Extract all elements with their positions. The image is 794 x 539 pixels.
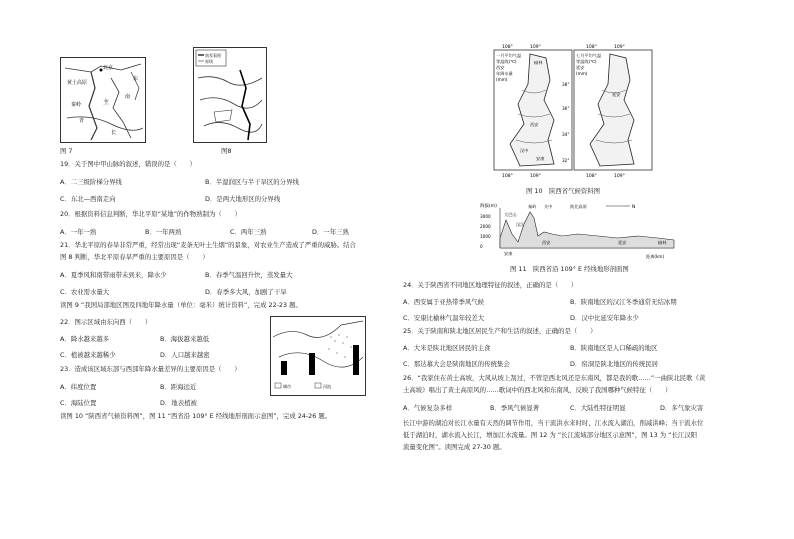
q21-option-a[interactable]: A．夏季风和南带雨带未到来，降水少 [60,271,167,279]
fig10-lon-bottom-2: 109° [530,174,541,179]
q25-option-b[interactable]: B．陕南地区是人口稀疏的地区 [570,344,658,352]
figure-8-map [193,47,267,143]
q23-option-c[interactable]: C．海陆位置 [60,399,97,407]
figure-8-drawing [194,48,266,142]
fig11-label-qinling: 秦岭 [528,204,537,209]
fig10-lon-bottom-3: 108° [586,174,597,179]
fig10-lat-2: 36° [562,106,570,111]
question-22-stem: 22．图示区域由东向西（ ） [60,318,152,326]
intro-fig10: 读图 10 “陕西省气候资料图”，图 11 “西省沿 109° E 经线地形剖面示意图”，完成 24-26 题。 [60,412,332,420]
fig11-label-ankang: 安康 [504,251,513,256]
fig11-ytick-1: 3000 [480,214,491,219]
q19-option-c[interactable]: C．东北—西南走向 [60,195,116,203]
q23-option-d[interactable]: D．地表植被 [160,399,197,407]
fig11-ytick-3: 1000 [480,234,491,239]
q22-option-a[interactable]: A．降水越来越多 [60,335,110,343]
fig10-place-xian: 西安 [530,122,539,127]
fig7-label-2: 主 [103,99,110,106]
fig10-legend-left-2: 等温线(℃) [496,59,517,64]
fig8-legend-1: 南零看图 [205,53,221,58]
q22-option-c[interactable]: C．植被越来越稀少 [60,351,116,359]
q19-option-a[interactable]: A．二三级阶梯分界线 [60,178,122,186]
figure-9-map [270,316,366,396]
fig11-ytick-2: 2000 [480,224,491,229]
fig10-lon-top-4: 109° [614,45,625,50]
fig10-lat-3: 34° [562,132,570,137]
fig10-legend-left-3: 西安 [496,65,505,70]
fig7-region-label: 黄土高原 [67,80,88,86]
q25-option-a[interactable]: A．大米是陕北地区居民的主食 [403,344,491,352]
question-19-stem: 19．关于图中甲山脉的叙述，错误的是（ ） [60,160,196,168]
q26-option-c[interactable]: C．大陆性特征明显 [570,404,626,412]
fig11-label-dabashan: 大巴山 [504,212,517,217]
figure-10-maps [490,40,660,180]
q20-option-b[interactable]: B．一年两熟 [145,228,182,236]
q19-option-b[interactable]: B．半湿润区与半干旱区的分界线 [205,178,299,186]
fig9-legend-1: 城市 [283,384,291,389]
q22-option-b[interactable]: B．海拔越来越低 [160,335,210,343]
fig10-lon-top-1: 108° [502,45,513,50]
fig11-label-yanan: 延安 [618,240,627,245]
fig7-label-5: 长 [111,130,117,136]
fig10-place-yanan: 延安 [612,92,621,97]
question-26-stem-line1: 26．“我家住在黄土高坡，大风从坡上刮过，不管是西北风还是东南风，都是我的歌……”一曲陕北民歌《黄 [403,374,706,382]
fig10-legend-right-2: 等温线(℃) [576,59,597,64]
q21-option-b[interactable]: B．春季气温回升快，蒸发量大 [205,271,293,279]
fig11-label-hanjiang: 汉江 [516,222,525,227]
fig11-ylabel: 海拔(m) [480,204,497,209]
figure-11-drawing [478,198,678,260]
intro-fig9: 读图 9 “我国局部地区图及四地年降水量（单位：毫米）统计资料”，完成 22-23 题。 [60,301,302,309]
fig11-ytick-4: 0 [480,244,483,249]
q25-option-c[interactable]: C．那达慕大会是陕南地区的传统集会 [403,360,510,368]
question-24-stem: 24．关于陕西省不同地区地理特征的叙述，正确的是（ ） [403,281,578,289]
q26-option-b[interactable]: B．季风气候显著 [490,404,540,412]
fig11-label-yulin: 榆林 [658,240,667,245]
question-21-stem-line2: 图 8 判断，华北平原春旱严重的主要原因是（ ） [60,253,209,261]
figure-7-drawing [61,58,145,142]
figure-9-drawing [271,317,365,395]
q24-option-a[interactable]: A．西安属于亚热带季风气候 [403,298,485,306]
question-25-stem: 25．关于陕南和陕北地区居民生产和生活的叙述，正确的是（ ） [403,327,597,335]
q20-option-c[interactable]: C．两年三熟 [230,228,267,236]
figure-10-caption: 图 10 陕西省气候资料图 [526,187,601,195]
fig11-xlabel: 距离(km) [646,254,665,259]
q26-option-a[interactable]: A．气候复杂多样 [403,404,453,412]
q25-option-d[interactable]: D．窑洞是陕北地区的传统民居 [570,360,658,368]
fig8-legend-2: 界线 [205,59,213,64]
q26-option-d[interactable]: D．多气象灾害 [660,404,704,412]
fig10-legend-right-4: (mm) [576,71,588,76]
q19-option-d[interactable]: D．是两大地形区的分界线 [205,195,281,203]
fig10-legend-right-3: 延安 [576,65,585,70]
fig10-place-yulin: 榆林 [534,60,543,65]
question-23-stem: 23．造成该区域东部与西部年降水量差异的主要原因是（ ） [60,365,241,373]
q24-option-c[interactable]: C．安康比榆林气温年较差大 [403,314,485,322]
fig10-legend-left-5: (mm) [496,77,508,82]
intro-27-line3: 流量变化图”。读图完成 27-30 题。 [403,443,506,451]
fig10-lon-top-3: 108° [586,45,597,50]
fig11-label-shanbei: 陕北高原 [570,204,587,209]
q24-option-d[interactable]: D．汉中比延安年降水少 [570,314,639,322]
question-20-stem: 20．根据资料信息判断，华北平原“某地”的作物熟制为（ ） [60,210,241,218]
q21-option-d[interactable]: D．春季多大风，加剧了干旱 [205,288,287,296]
fig7-sea-label: 东 [133,76,139,82]
figure-11-caption: 图 11 陕西省沿 109° E 经线地形剖面图 [510,265,629,273]
q23-option-a[interactable]: A．纬度位置 [60,383,97,391]
fig7-city-label: 北京 [103,65,114,71]
fig11-label-guanzhong: 关中 [544,204,553,209]
q20-option-a[interactable]: A．一年一熟 [60,228,97,236]
fig11-label-xian: 西安 [542,240,551,245]
fig10-lon-bottom-4: 109° [614,174,625,179]
figure-7-caption: 图 7 [60,147,73,155]
q22-option-d[interactable]: D．人口越来越密 [160,351,210,359]
fig10-lon-top-2: 109° [530,45,541,50]
fig7-label-3: 青 [79,118,85,124]
q23-option-b[interactable]: B．距海远近 [160,383,197,391]
figure-8-caption: 图8 [221,147,232,155]
fig10-lon-bottom-1: 108° [502,174,513,179]
q20-option-d[interactable]: D．一年三熟 [312,228,349,236]
figure-11-profile [478,198,678,260]
fig7-label-4: 南 [125,94,131,100]
fig10-lat-4: 32° [562,158,570,163]
fig10-legend-left-4: 年降水量 [496,71,513,76]
fig7-river-label: 秦岭 [71,102,82,108]
figure-10-drawing [490,40,660,180]
q21-option-c[interactable]: C．农业需水量大 [60,288,110,296]
fig9-legend-2: 河流 [323,384,331,389]
fig10-legend-right-1: 七月平均气温 [576,53,602,58]
fig10-place-ankang: 安康 [536,156,545,161]
fig10-lat-1: 38° [562,82,570,87]
question-21-stem-line1: 21．华北平原的春旱非常严重，经常出现“麦条无叶土生烟”的景象，对农业生产造成了严重的威胁。结合 [60,241,356,249]
fig10-place-hanzhong: 汉中 [520,148,529,153]
figure-7-map [60,57,146,143]
fig11-north-arrow: N [632,205,636,210]
fig10-legend-left-1: 一月平均气温 [496,53,522,58]
question-26-stem-line2: 土高坡》唱出了黄土高原风的……歌词中的西北风和东南风，反映了我国哪种气候特征（ ） [403,386,672,394]
intro-27-line2: 低于湖泊时，湖水流入长江，增加江水流量。图 12 为 “长江流域部分地区示意图”，图 13 为 “长江汉阳 [403,431,698,439]
q24-option-b[interactable]: B．陕南地区的汉江冬季通常无结冰期 [570,298,677,306]
intro-27-line1: 长江中游的湖泊对长江水量有天然的调节作用，当干流洪水来时时，江水流入湖泊，削减洪峰；当干流水位 [403,419,704,427]
